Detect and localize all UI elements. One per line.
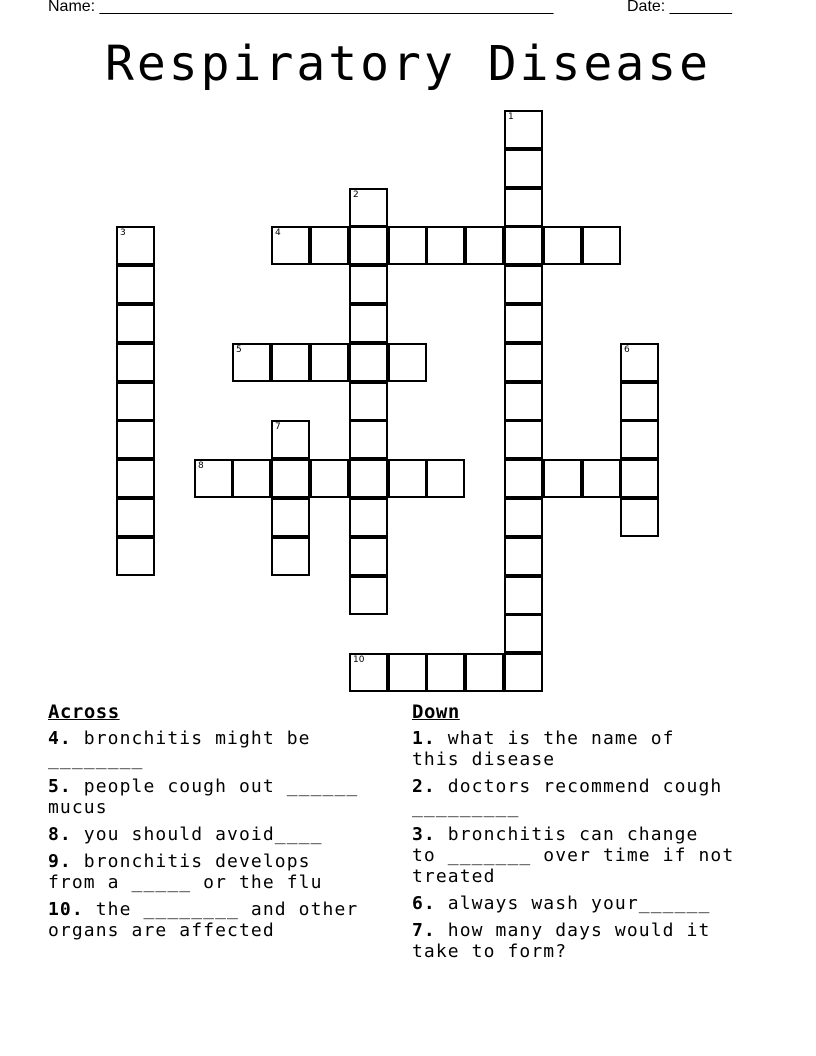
clue-text: bronchitis develops from a _____ or the flu	[48, 851, 323, 893]
crossword-cell[interactable]	[271, 226, 310, 265]
crossword-cell[interactable]	[310, 459, 349, 498]
crossword-cell[interactable]	[426, 226, 465, 265]
clue-text: what is the name of this disease	[412, 728, 675, 770]
crossword-cell[interactable]	[426, 459, 465, 498]
crossword-cell[interactable]	[582, 459, 621, 498]
clue-text: you should avoid____	[71, 824, 323, 845]
crossword-cell[interactable]	[349, 537, 388, 576]
crossword-cell[interactable]	[504, 382, 543, 421]
crossword-cell[interactable]	[349, 265, 388, 304]
crossword-cell[interactable]	[349, 420, 388, 459]
down-heading: Down	[412, 701, 460, 723]
down-clue	[412, 920, 782, 962]
clue-number-label: 4	[275, 228, 281, 238]
clue-number: 2.	[412, 776, 436, 797]
down-clue	[412, 893, 782, 914]
clue-number: 6.	[412, 893, 436, 914]
clue-number-label: 10	[353, 655, 365, 665]
across-clue	[48, 728, 393, 770]
date-field-label: Date: _______	[627, 0, 732, 15]
across-clues	[48, 700, 393, 947]
clue-number: 3.	[412, 824, 436, 845]
crossword-cell[interactable]	[426, 653, 465, 692]
crossword-cell[interactable]	[116, 226, 155, 265]
crossword-cell[interactable]	[504, 420, 543, 459]
clue-number: 1.	[412, 728, 436, 749]
crossword-cell[interactable]	[504, 576, 543, 615]
crossword-cell[interactable]	[620, 459, 659, 498]
down-clue	[412, 776, 782, 818]
crossword-cell[interactable]	[504, 498, 543, 537]
name-field-label: Name: ___________________________________________________	[48, 0, 554, 15]
crossword-cell[interactable]	[504, 149, 543, 188]
crossword-cell[interactable]	[310, 226, 349, 265]
crossword-cell[interactable]	[504, 614, 543, 653]
crossword-cell[interactable]	[116, 265, 155, 304]
clue-number-label: 7	[275, 422, 281, 432]
clue-text: bronchitis might be ________	[48, 728, 311, 770]
clue-text: always wash your______	[435, 893, 711, 914]
crossword-cell[interactable]	[504, 537, 543, 576]
crossword-cell[interactable]	[349, 226, 388, 265]
clue-text: people cough out ______ mucus	[48, 776, 359, 818]
crossword-cell[interactable]	[504, 304, 543, 343]
crossword-cell[interactable]	[271, 420, 310, 459]
clue-text: the ________ and other organs are affected	[48, 899, 359, 941]
down-clue	[412, 728, 782, 770]
crossword-cell[interactable]	[271, 498, 310, 537]
crossword-cell[interactable]	[504, 226, 543, 265]
crossword-cell[interactable]	[620, 343, 659, 382]
crossword-cell[interactable]	[388, 653, 427, 692]
clue-text: bronchitis can change to _______ over time if not treated	[412, 824, 735, 887]
crossword-cell[interactable]	[116, 343, 155, 382]
clue-number: 7.	[412, 920, 436, 941]
clue-number: 4.	[48, 728, 72, 749]
crossword-cell[interactable]	[349, 576, 388, 615]
crossword-cell[interactable]	[232, 459, 271, 498]
crossword-cell[interactable]	[388, 459, 427, 498]
across-clue	[48, 776, 393, 818]
crossword-cell[interactable]	[620, 420, 659, 459]
clue-number-label: 1	[508, 112, 514, 122]
crossword-cell[interactable]	[504, 343, 543, 382]
crossword-cell[interactable]	[620, 498, 659, 537]
crossword-cell[interactable]	[271, 459, 310, 498]
clue-number-label: 3	[120, 228, 126, 238]
crossword-cell[interactable]	[310, 343, 349, 382]
page-title: Respiratory Disease	[104, 36, 712, 92]
crossword-cell[interactable]	[116, 459, 155, 498]
clue-number-label: 8	[198, 461, 204, 471]
clue-number: 9.	[48, 851, 72, 872]
crossword-cell[interactable]	[349, 188, 388, 227]
crossword-cell[interactable]	[349, 498, 388, 537]
clue-number: 10.	[48, 899, 84, 920]
crossword-cell[interactable]	[504, 459, 543, 498]
crossword-cell[interactable]	[116, 420, 155, 459]
clue-text: how many days would it take to form?	[412, 920, 711, 962]
crossword-cell[interactable]	[504, 653, 543, 692]
crossword-cell[interactable]	[465, 653, 504, 692]
crossword-cell[interactable]	[504, 110, 543, 149]
across-clue	[48, 899, 393, 941]
crossword-cell[interactable]	[116, 304, 155, 343]
across-clue	[48, 851, 393, 893]
clue-number-label: 6	[624, 345, 630, 355]
crossword-cell[interactable]	[116, 382, 155, 421]
crossword-cell[interactable]	[388, 343, 427, 382]
crossword-cell[interactable]	[620, 382, 659, 421]
clue-number-label: 5	[236, 345, 242, 355]
crossword-cell[interactable]	[349, 382, 388, 421]
crossword-cell[interactable]	[349, 459, 388, 498]
down-clue	[412, 824, 782, 887]
across-clue	[48, 824, 393, 845]
crossword-cell[interactable]	[271, 343, 310, 382]
crossword-cell[interactable]	[504, 265, 543, 304]
across-heading: Across	[48, 701, 120, 723]
crossword-cell[interactable]	[582, 226, 621, 265]
crossword-cell[interactable]	[194, 459, 233, 498]
crossword-cell[interactable]	[388, 226, 427, 265]
crossword-cell[interactable]	[465, 226, 504, 265]
crossword-cell[interactable]	[349, 343, 388, 382]
clue-number: 8.	[48, 824, 72, 845]
crossword-cell[interactable]	[116, 537, 155, 576]
clue-number-label: 2	[353, 190, 359, 200]
crossword-cell[interactable]	[349, 653, 388, 692]
crossword-cell[interactable]	[116, 498, 155, 537]
crossword-cell[interactable]	[543, 459, 582, 498]
crossword-cell[interactable]	[543, 226, 582, 265]
down-clues	[412, 700, 782, 968]
crossword-cell[interactable]	[271, 537, 310, 576]
crossword-cell[interactable]	[504, 188, 543, 227]
clue-text: doctors recommend cough _________	[412, 776, 723, 818]
clue-number: 5.	[48, 776, 72, 797]
crossword-cell[interactable]	[232, 343, 271, 382]
crossword-cell[interactable]	[349, 304, 388, 343]
